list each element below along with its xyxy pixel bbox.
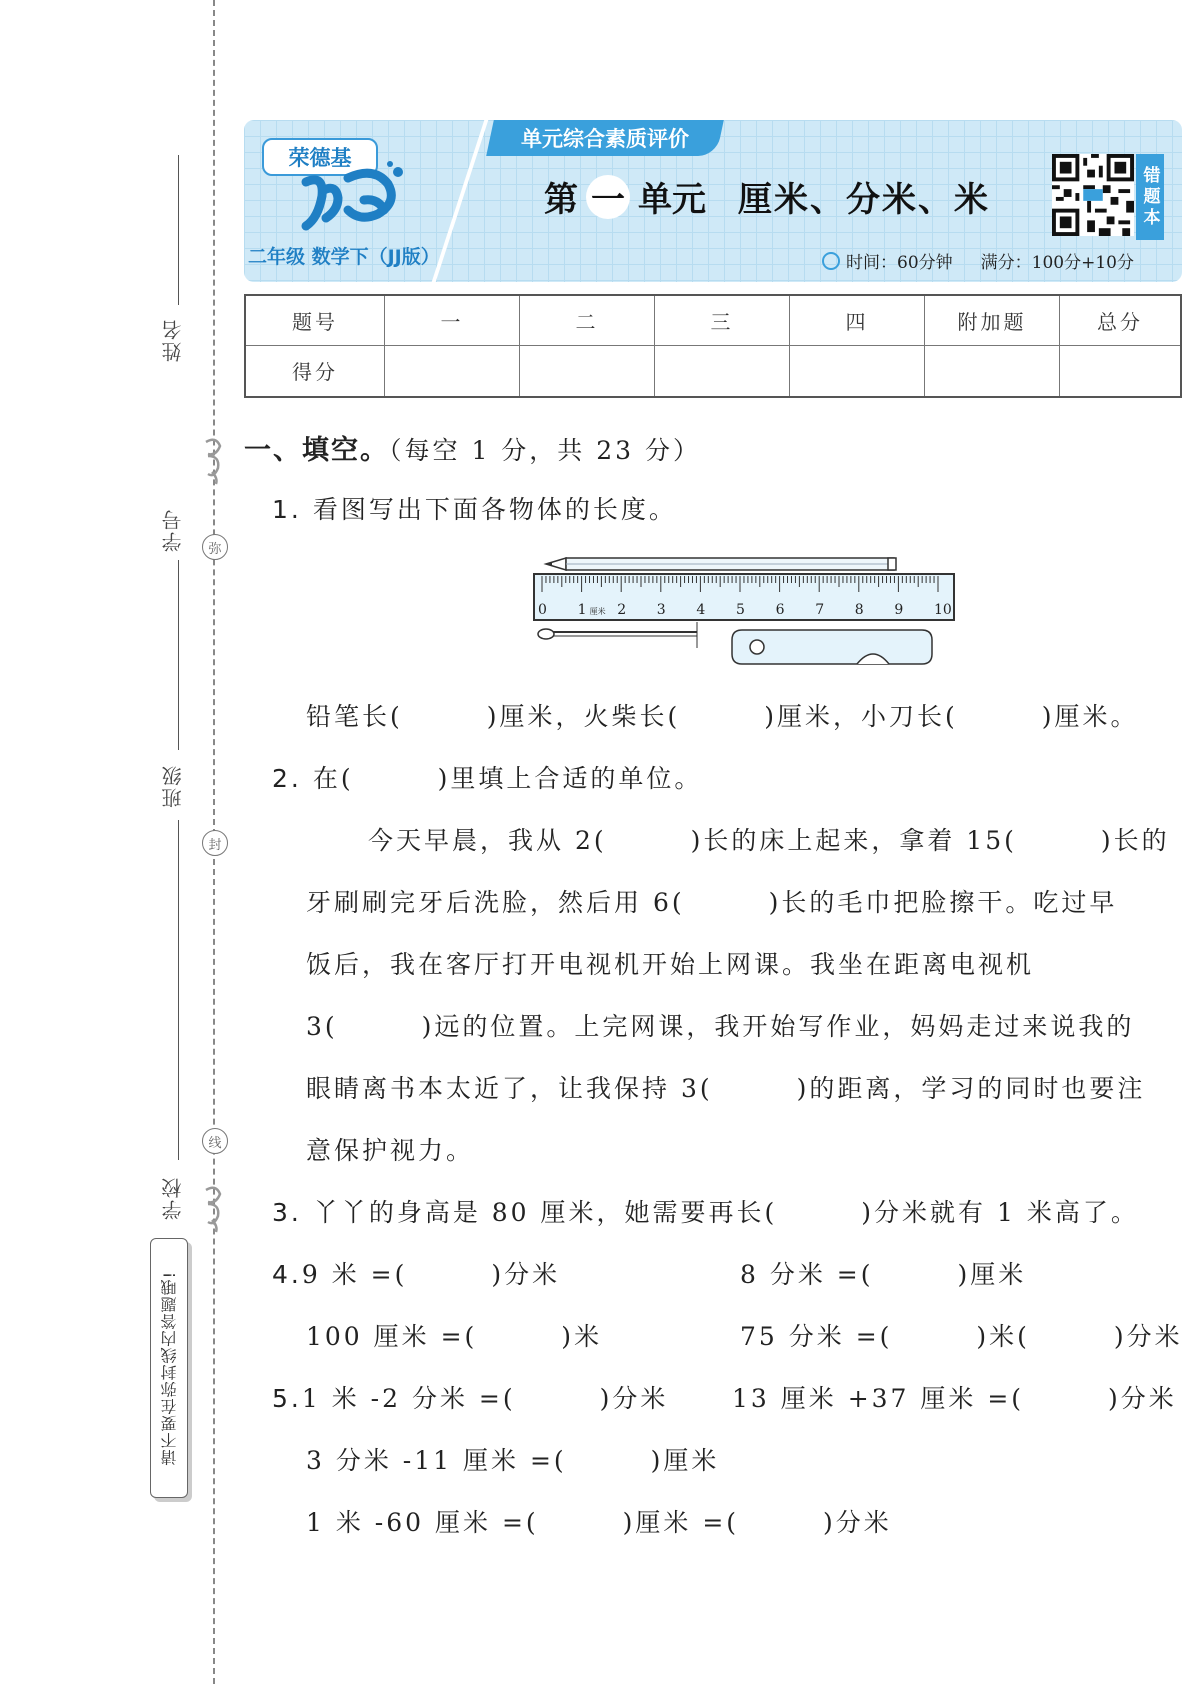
ruler-unit-label: 厘米: [589, 607, 606, 616]
ruler-label: 3: [656, 602, 666, 618]
question-3-number: 3.: [272, 1198, 302, 1227]
question-4-b[interactable]: 8 分米 =( )厘米: [740, 1260, 1027, 1289]
question-2-number: 2.: [272, 764, 302, 793]
ruler-label: 8: [854, 602, 864, 618]
pencil-image: [546, 558, 896, 570]
table-header-cell: 四: [790, 295, 925, 345]
name-line: [178, 155, 179, 305]
error-book-badge: 错题本: [1136, 154, 1164, 240]
haojuan-logo: [294, 142, 414, 242]
score-cell[interactable]: [1060, 345, 1182, 397]
question-2-line: 意保护视力。: [306, 1136, 475, 1165]
question-5-b[interactable]: 13 厘米 +37 厘米 =( )分米: [732, 1384, 1177, 1413]
table-header-cell: 二: [520, 295, 655, 345]
evaluation-tag-text: 单元综合素质评价: [521, 127, 689, 151]
question-4-number: 4.: [272, 1260, 302, 1289]
question-5-a: [272, 1379, 668, 1415]
ruler-label: 6: [775, 602, 785, 618]
table-header-cell: 三: [655, 295, 790, 345]
ruler-label: 7: [815, 602, 825, 618]
question-1-text: 看图写出下面各物体的长度。: [312, 495, 677, 524]
clock-icon: [822, 252, 840, 270]
score-cell[interactable]: [925, 345, 1060, 397]
exam-time: 时间：60分钟: [846, 253, 953, 273]
ruler-label: 1: [577, 602, 587, 618]
unit-suffix: 单元: [638, 180, 706, 220]
unit-number: 一: [586, 175, 630, 219]
question-2-text[interactable]: 在( )里填上合适的单位。: [312, 764, 703, 793]
exam-full-score: 满分：100分+10分: [980, 253, 1134, 273]
school-line: [178, 1040, 179, 1160]
question-1-number: 1.: [272, 495, 302, 524]
qr-code-icon[interactable]: [1052, 154, 1134, 236]
section-1-title: 一、填空。: [244, 435, 389, 466]
grade-label: 二年级 数学下（JJ版）: [248, 246, 440, 268]
question-4-a-text[interactable]: 9 米 =( )分米: [301, 1260, 561, 1289]
question-2-line[interactable]: 3( )远的位置。上完网课，我开始写作业，妈妈走过来说我的: [306, 1012, 1135, 1041]
evaluation-tag: [486, 120, 724, 156]
section-1-heading: [244, 428, 701, 467]
question-4-c[interactable]: 100 厘米 =( )米: [306, 1322, 603, 1351]
question-4-a: [272, 1255, 560, 1291]
warning-box: [150, 1238, 188, 1498]
unit-title: [544, 172, 990, 221]
student-id-label: 学号: [161, 508, 185, 552]
unit-name: 厘米、分米、米: [738, 180, 990, 220]
score-cell[interactable]: [790, 345, 925, 397]
question-3: [272, 1193, 1139, 1229]
haojuan-logo-small-2: [198, 1184, 228, 1234]
score-cell[interactable]: [520, 345, 655, 397]
question-1-answer-line[interactable]: 铅笔长( )厘米，火柴长( )厘米，小刀长( )厘米。: [306, 702, 1139, 731]
question-5-a-text[interactable]: 1 米 -2 分米 =( )分米: [301, 1384, 669, 1413]
table-header-cell: 附加题: [925, 295, 1060, 345]
brand-name: 荣德基: [262, 138, 378, 176]
class-label: 班级: [161, 764, 185, 808]
question-2-line[interactable]: 眼睛离书本太近了，让我保持 3( )的距离，学习的同时也要注: [306, 1074, 1146, 1103]
exam-info: [822, 248, 1134, 273]
question-3-text[interactable]: 丫丫的身高是 80 厘米，她需要再长( )分米就有 1 米高了。: [312, 1198, 1139, 1227]
banner-divider: [432, 120, 489, 282]
ruler-label: 4: [696, 602, 706, 618]
question-5-number: 5.: [272, 1384, 302, 1413]
ruler-figure: [532, 548, 962, 666]
question-2-line[interactable]: 牙刷刷完牙后洗脸，然后用 6( )长的毛巾把脸擦干。吃过早: [306, 888, 1118, 917]
question-1: [272, 490, 677, 526]
seal-mi: 弥: [202, 534, 228, 560]
student-id-line: [178, 560, 179, 750]
seal-feng: 封: [202, 830, 228, 856]
score-table: [244, 294, 1182, 398]
ruler-label: 10: [934, 602, 952, 618]
section-1-note: （每空 1 分，共 23 分）: [389, 436, 702, 465]
ruler-label: 9: [894, 602, 904, 618]
school-label: 学校: [161, 1176, 185, 1220]
score-cell[interactable]: [385, 345, 520, 397]
name-label: 姓名: [161, 318, 185, 362]
question-5-c[interactable]: 3 分米 -11 厘米 =( )厘米: [306, 1446, 720, 1475]
ruler-label: 0: [538, 602, 547, 618]
table-header-cell: 题号: [245, 295, 385, 345]
match-image: [538, 622, 697, 648]
question-4-d[interactable]: 75 分米 =( )米( )分米: [740, 1322, 1183, 1351]
knife-image: [732, 630, 932, 664]
table-header-cell: 一: [385, 295, 520, 345]
score-row-label: 得分: [245, 345, 385, 397]
unit-prefix: 第: [544, 180, 578, 220]
table-header-cell: 总分: [1060, 295, 1182, 345]
question-5-d[interactable]: 1 米 -60 厘米 =( )厘米 =( )分米: [306, 1508, 892, 1537]
warning-text: 请不要在弥封线内答题哦!: [159, 1270, 179, 1466]
ruler-label: 5: [736, 602, 745, 618]
question-2-line[interactable]: 今天早晨，我从 2( )长的床上起来，拿着 15( )长的: [368, 826, 1170, 855]
question-2-line: 饭后，我在客厅打开电视机开始上网课。我坐在距离电视机: [306, 950, 1035, 979]
header-banner: [244, 120, 1182, 282]
question-2: [272, 759, 702, 795]
score-cell[interactable]: [655, 345, 790, 397]
seal-xian: 线: [202, 1128, 228, 1154]
haojuan-logo-small: [198, 436, 228, 486]
ruler-label: 2: [617, 602, 627, 618]
